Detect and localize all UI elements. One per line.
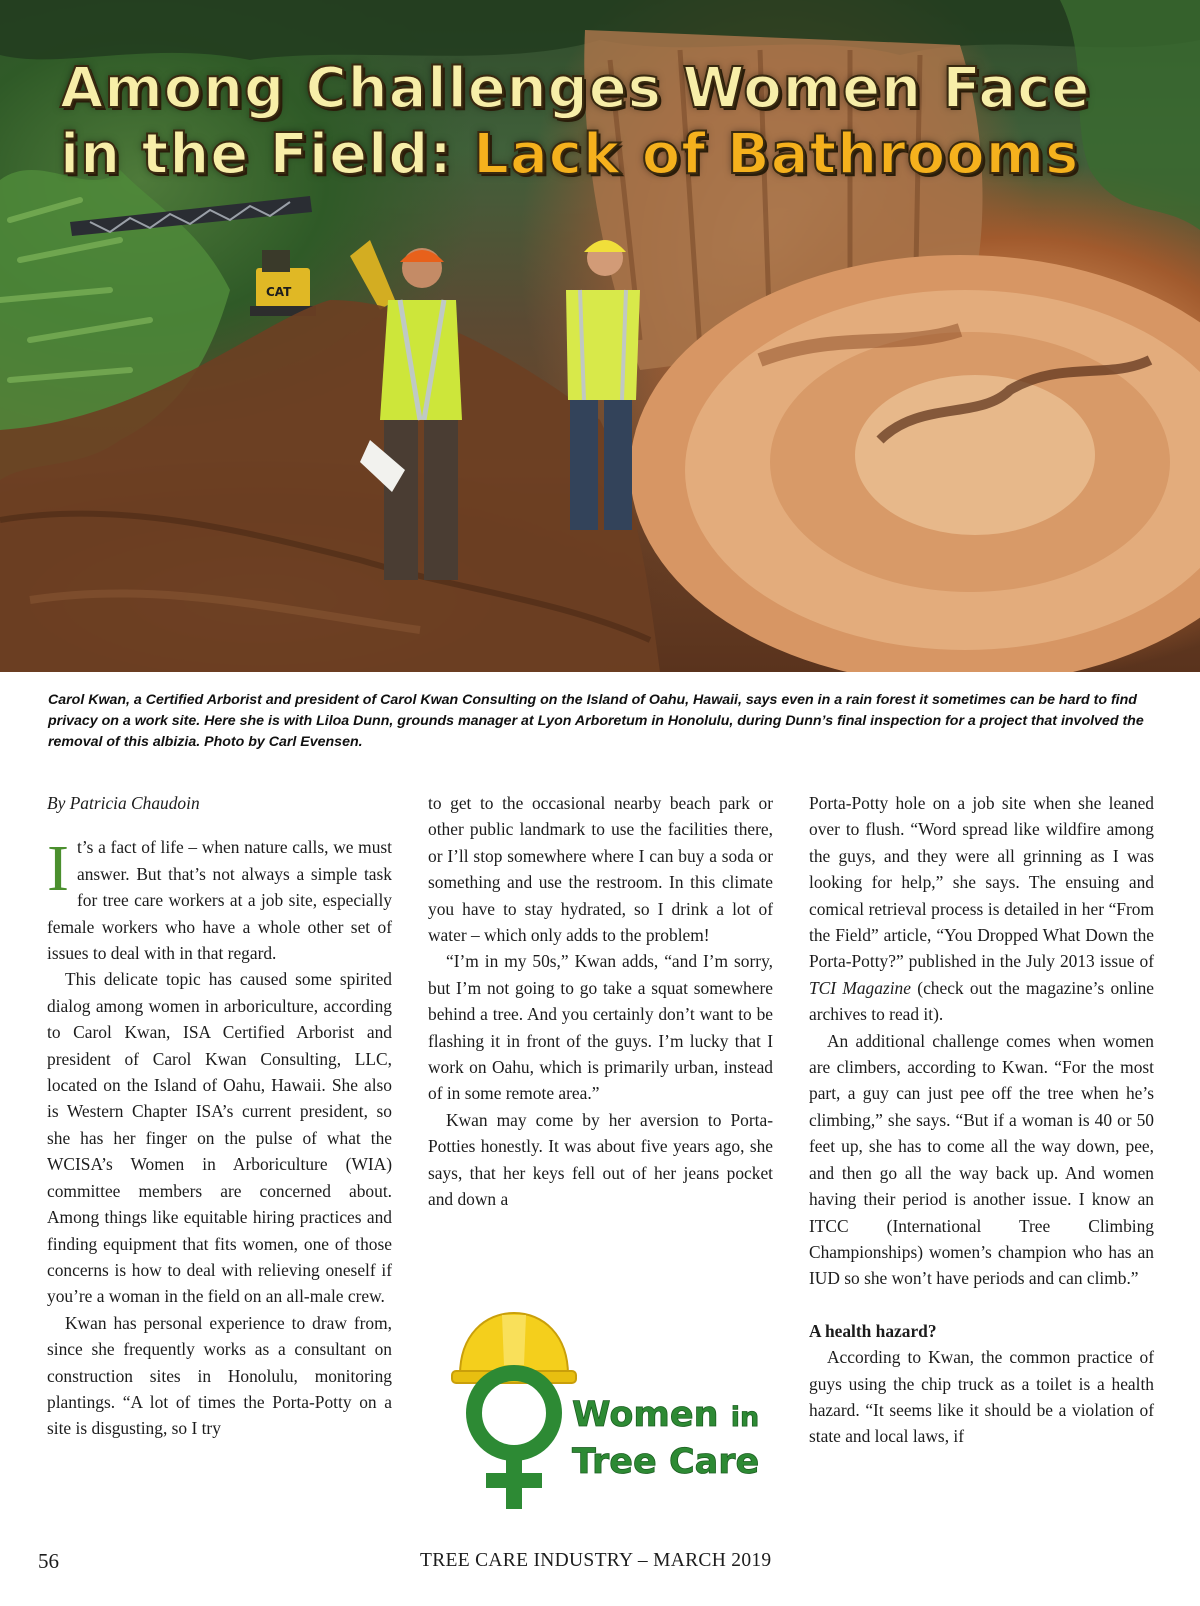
headline-line-2b: Lack of Bathrooms — [473, 122, 1080, 187]
logo-word-tree-care: Tree Care — [572, 1442, 760, 1482]
article-column-3 — [809, 790, 1154, 1450]
article-column-2 — [428, 790, 773, 1213]
article-paragraph: to get to the occasional nearby beach park or other public landmark to use the facilities there, or I’ll stop somewhere where I can buy a soda or something and use the restroom. In this climate you have to stay hydrated, so I drink a lot of water – which only adds to the problem! — [428, 793, 773, 946]
paragraph-text: t’s a fact of life – when nature calls, we must answer. But that’s not always a simple task for tree care workers at a job site, especially female workers who have a whole other set of issues to deal with in that regard. — [47, 837, 392, 964]
article-column-1 — [47, 790, 392, 1442]
magazine-title: TCI Magazine — [809, 977, 911, 998]
paragraph-text: (check out the magazine’s online archives to read it). — [809, 977, 1155, 1025]
article-paragraph — [47, 834, 392, 966]
article-paragraph: According to Kwan, the common practice of guys using the chip truck as a toilet is a health hazard. “It seems like it should be a violation of state and local laws, if — [809, 1347, 1154, 1447]
logo-wordmark — [572, 1393, 759, 1484]
photo-caption: Carol Kwan, a Certified Arborist and president of Carol Kwan Consulting on the Island of Oahu, Hawaii, says even in a rain forest it sometimes can be hard to find privacy on a work site. Here she is with Liloa Dunn, grounds manager at Lyon Arboretum in Honolulu, during Dunn’s final inspection for a project that involved the removal of this albizia. Photo by Carl Evensen. — [48, 692, 1144, 750]
women-in-tree-care-logo — [450, 1305, 760, 1515]
logo-word-in: in — [730, 1402, 760, 1433]
byline: By Patricia Chaudoin — [47, 793, 200, 813]
logo-word-women: Women — [572, 1395, 719, 1435]
article-paragraph: “I’m in my 50s,” Kwan adds, “and I’m sorry, but I’m not going to go take a squat somewhere behind a tree. And you certainly don’t want to be flashing it in front of the guys. I’m lucky that I work on Oahu, which is primarily urban, instead of in some remote area.” — [428, 951, 773, 1104]
section-subhead: A health hazard? — [809, 1320, 937, 1341]
article-paragraph — [809, 790, 1154, 1028]
headline-line-1: Among Challenges Women Face — [60, 56, 1091, 121]
hero-photo — [0, 0, 1200, 672]
article-paragraph: Kwan may come by her aversion to Porta-Potties honestly. It was about five years ago, she says, that her keys fell out of her jeans pocket and down a — [428, 1109, 773, 1210]
hardhat-venus-symbol-icon — [450, 1305, 580, 1515]
paragraph-text: Porta-Potty hole on a job site when she leaned over to flush. “Word spread like wildfire among the guys, and they were all grinning as I was looking for help,” she says. The ensuing and comical retrieval process is detailed in her “From the Field” article, “You Dropped What Down the Porta-Potty?” published in the July 2013 issue of — [809, 793, 1154, 972]
article-paragraph: Kwan has personal experience to draw from, since she frequently works as a consultant on construction sites in Honolulu, monitoring plantings. “A lot of times the Porta-Potty on a site is disgusting, so I try — [47, 1312, 392, 1439]
article-paragraph: This delicate topic has caused some spirited dialog among women in arboriculture, according to Carol Kwan, ISA Certified Arborist and president of Carol Kwan Consulting, LLC, located on the Island of Oahu, Hawaii. She also is Western Chapter ISA’s current president, so she has her finger on the pulse of what the WCISA’s Women in Arboriculture (WIA) committee members are concerned about. Among things like equitable hiring practices and finding equipment that fits women, one of those concerns is how to deal with relieving oneself if you’re a woman in the field on an all-male crew. — [47, 969, 392, 1307]
vehicle-label: CAT — [266, 285, 292, 299]
publication-footer: TREE CARE INDUSTRY – MARCH 2019 — [420, 1550, 772, 1571]
article-headline — [60, 56, 1090, 188]
page-number: 56 — [38, 1549, 59, 1573]
headline-line-2a: in the Field: — [60, 122, 453, 187]
article-paragraph: An additional challenge comes when women are climbers, according to Kwan. “For the most part, a guy can just pee off the tree when he’s climbing,” she says. “But if a woman is 40 or 50 feet up, she has to come all the way down, pee, and then go all the way back up. And women having their period is another issue. I know an ITCC (International Tree Climbing Championships) women’s champion who has an IUD so she won’t have periods and can climb.” — [809, 1030, 1154, 1289]
drop-cap: I — [47, 832, 69, 906]
